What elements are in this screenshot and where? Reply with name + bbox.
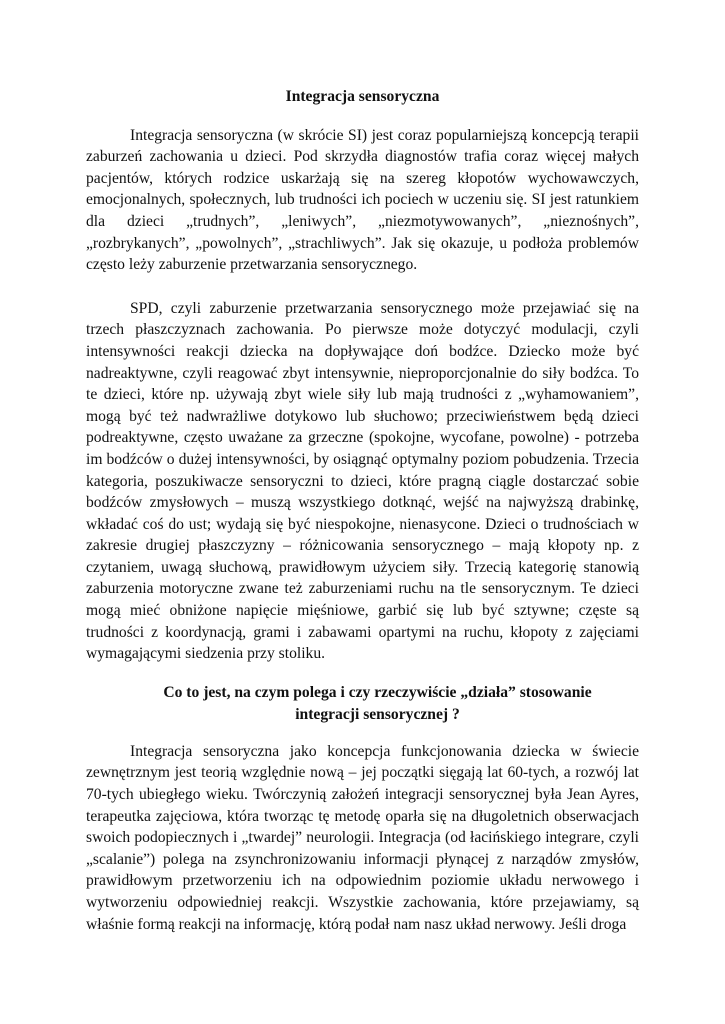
paragraph-spd: SPD, czyli zaburzenie przetwarzania sensorycznego może przejawiać się na trzech płaszczyznach zachowania. Po pierwsze może dotyczyć modulacji, czyli intensywności reakcji dziecka na dopływające doń bodźce. Dziecko może być nadreaktywne, czyli reagować zbyt intensywnie, nieproporcjonalnie do siły bodźca. To te dzieci, które np. używają zbyt wiele siły lub mają trudności z „wyhamowaniem”, mogą być też nadwrażliwe dotykowo lub słuchowo; przeciwieństwem będą dzieci podreaktywne, często uważane za grzeczne (spokojne, wycofane, powolne) - potrzeba im bodźców o dużej intensywności, by osiągnąć optymalny poziom pobudzenia. Trzecia kategoria, poszukiwacze sensoryczni to dzieci, które pragną ciągle dostarczać sobie bodźców zmysłowych – muszą wszystkiego dotknąć, wejść na najwyższą drabinkę, wkładać coś do ust; wydają się być niespokojne, nienasycone. Dzieci o trudnościach w zakresie drugiej płaszczyzny – różnicowania sensorycznego – mają kłopoty np. z czytaniem, uwagą słuchową, prawidłowym użyciem siły. Trzecią kategorię stanowią zaburzenia motoryczne zwane też zaburzeniami ruchu na tle sensorycznym. Te dzieci mogą mieć obniżone napięcie mięśniowe, garbić się lub być sztywne; częste są trudności z koordynacją, grami i zabawami opartymi na ruchu, kłopoty z zajęciami wymagającymi siedzenia przy stoliku.: [86, 299, 639, 663]
document-page: [86, 86, 639, 935]
document-title: Integracja sensoryczna: [285, 88, 440, 105]
spacer: [86, 108, 639, 125]
paragraph-intro: Integracja sensoryczna (w skrócie SI) jest coraz popularniejszą koncepcją terapii zaburzeń zachowania u dzieci. Pod skrzydła diagnostów trafia coraz więcej małych pacjentów, których rodzice uskarżają się na szereg kłopotów wychowawczych, emocjonalnych, społecznych, lub trudności ich pociech w uczeniu się. SI jest ratunkiem dla dzieci „trudnych”, „leniwych”, „niezmotywowanych”, „nieznośnych”, „rozbrykanych”, „powolnych”, „strachliwych”. Jak się okazuje, u podłoża problemów często leży zaburzenie przetwarzania sensorycznego.: [86, 126, 639, 274]
spacer: [86, 276, 639, 298]
section-heading: Co to jest, na czym polega i czy rzeczywiście „działa” stosowanie integracji sensorycznej ?: [163, 683, 592, 723]
paragraph-history: Integracja sensoryczna jako koncepcja funkcjonowania dziecka w świecie zewnętrznym jest teorią względnie nową – jej początki sięgają lat 60-tych, a rozwój lat 70-tych ubiegłego wieku. Twórczynią założeń integracji sensorycznej była Jean Ayres, terapeutka zajęciowa, która tworząc tę metodę oparła się na długoletnich obserwacjach swoich podopiecznych i „twardej” neurologii. Integracja (od łacińskiego integrare, czyli „scalanie”) polega na zsynchronizowaniu informacji płynącej z narządów zmysłów, prawidłowym przetworzeniu ich na odpowiednim poziomie układu nerwowego i wytworzeniu odpowiedniej reakcji. Wszystkie zachowania, które przejawiamy, są właśnie formą reakcji na informację, którą podał nam nasz układ nerwowy. Jeśli droga: [86, 742, 639, 933]
